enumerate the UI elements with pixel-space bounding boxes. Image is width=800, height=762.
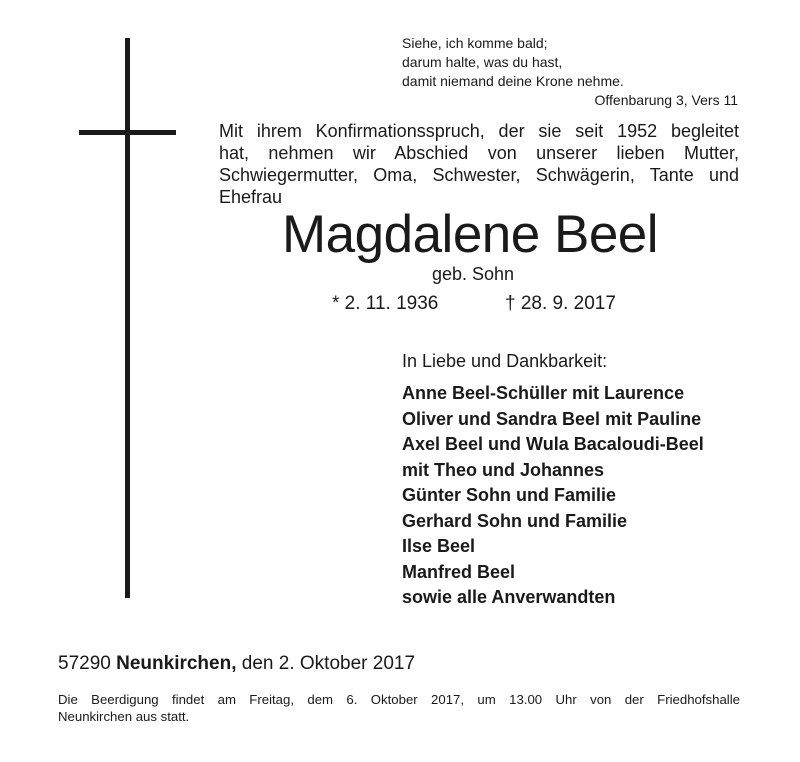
mourners-heading: In Liebe und Dankbarkeit: xyxy=(402,351,608,371)
city: Neunkirchen, xyxy=(116,653,237,674)
cross-horizontal-bar xyxy=(79,130,176,135)
intro-line: Mit ihrem Konfirmationsspruch, der sie seit 1952 begleitet xyxy=(219,121,739,141)
mourner-name: Anne Beel-Schüller mit Laurence xyxy=(402,383,685,403)
verse-line: darum halte, was du hast, xyxy=(402,54,563,70)
birth-date: * 2. 11. 1936 xyxy=(332,293,439,314)
intro-line: Ehefrau xyxy=(219,187,283,207)
mourner-name: mit Theo und Johannes xyxy=(402,459,605,480)
funeral-notice xyxy=(58,691,740,725)
death-date: † 28. 9. 2017 xyxy=(505,293,616,314)
funeral-line: Die Beerdigung findet am Freitag, dem 6. Oktober 2017, um 13.00 Uhr von der Friedhofshalle xyxy=(58,692,740,707)
verse-line: Siehe, ich komme bald; xyxy=(402,35,548,51)
mourner-name: sowie alle Anverwandten xyxy=(402,587,616,607)
intro-line: Schwiegermutter, Oma, Schwester, Schwägerin, Tante und xyxy=(219,165,739,185)
funeral-line: Neunkirchen aus statt. xyxy=(58,709,190,724)
notice-date: den 2. Oktober 2017 xyxy=(241,653,416,674)
verse-line: damit niemand deine Krone nehme. xyxy=(402,73,624,89)
bible-verse xyxy=(402,34,738,108)
mourner-name: Günter Sohn und Familie xyxy=(402,485,617,505)
intro-text xyxy=(219,120,739,208)
cross-vertical-bar xyxy=(125,38,130,598)
place-and-date xyxy=(58,652,415,676)
mourner-name: Gerhard Sohn und Familie xyxy=(402,510,628,531)
postcode: 57290 xyxy=(58,653,111,674)
mourners-list xyxy=(402,381,704,611)
deceased-name: Magdalene Beel xyxy=(282,205,659,264)
mourner-name: Ilse Beel xyxy=(402,536,476,556)
intro-line: hat, nehmen wir Abschied von unserer lieben Mutter, xyxy=(219,143,739,163)
verse-reference: Offenbarung 3, Vers 11 xyxy=(594,92,738,108)
mourner-name: Oliver und Sandra Beel mit Pauline xyxy=(402,408,702,429)
birth-name: geb. Sohn xyxy=(432,264,515,284)
mourner-name: Axel Beel und Wula Bacaloudi-Beel xyxy=(402,434,704,454)
mourner-name: Manfred Beel xyxy=(402,561,516,582)
